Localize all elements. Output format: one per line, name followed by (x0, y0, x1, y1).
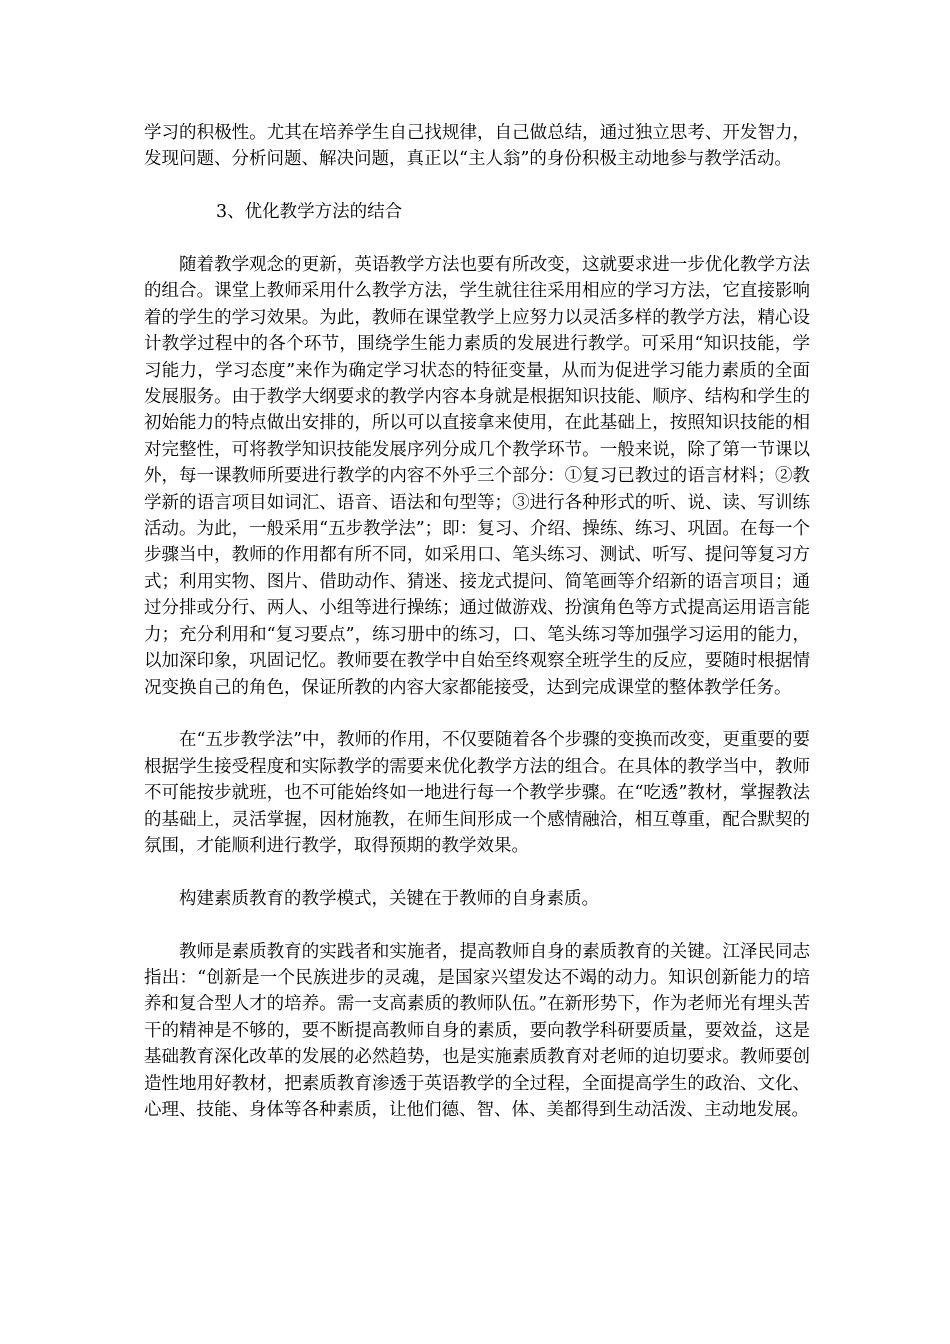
document-page (144, 120, 810, 1150)
section-heading: 3、优化教学方法的结合 (216, 202, 403, 223)
paragraph-teaching-methods: 随着教学观念的更新，英语教学方法也要有所改变，这就要求进一步优化教学方法的组合。课堂上教师采用什么教学方法，学生就往往采用相应的学习方法，它直接影响着的学生的学习效果。为此，教师在课堂教学上应努力以灵活多样的教学方法，精心设计教学过程中的各个环节，围绕学生能力素质的发展进行教学。可采用“知识技能，学习能力，学习态度”来作为确定学习状态的特征变量，从而为促进学习能力素质的全面发展服务。由于教学大纲要求的教学内容本身就是根据知识技能、顺序、结构和学生的初始能力的特点做出安排的，所以可以直接拿来使用，在此基础上，按照知识技能的相对完整性，可将教学知识技能发展序列分成几个教学环节。一般来说，除了第一节课以外，每一课教师所要进行教学的内容不外乎三个部分：①复习已教过的语言材料；②教学新的语言项目如词汇、语音、语法和句型等；③进行各种形式的听、说、读、写训练活动。为此，一般采用“五步教学法”；即：复习、介绍、操练、练习、巩固。在每一个步骤当中，教师的作用都有所不同，如采用口、笔头练习、测试、听写、提问等复习方式；利用实物、图片、借助动作、猜迷、接龙式提问、简笔画等介绍新的语言项目；通过分排或分行、两人、小组等进行操练；通过做游戏、扮演角色等方式提高运用语言能力；充分利用和“复习要点”，练习册中的练习，口、笔头练习等加强学习运用的能力，以加深印象，巩固记忆。教师要在教学中自始至终观察全班学生的反应，要随时根据情况变换自己的角色，保证所教的内容大家都能接受，达到完成课堂的整体教学任务。 (144, 255, 810, 698)
paragraph-teacher-quality-lead: 构建素质教育的教学模式，关键在于教师的自身素质。 (179, 888, 599, 909)
paragraph-five-step-method: 在“五步教学法”中，教师的作用，不仅要随着各个步骤的变换而改变，更重要的要根据学生接受程度和实际教学的需要来优化教学方法的组合。在具体的教学当中，教师不可能按步就班，也不可能始终如一地进行每一个教学步骤。在“吃透”教材，掌握教法的基础上，灵活掌握，因材施教，在师生间形成一个感情融洽，相互尊重，配合默契的氛围，才能顺利进行教学，取得预期的教学效果。 (144, 730, 810, 856)
paragraph-continuation: 学习的积极性。尤其在培养学生自己找规律，自己做总结，通过独立思考、开发智力，发现问题、分析问题、解决问题，真正以“主人翁”的身份积极主动地参与教学活动。 (144, 123, 810, 170)
paragraph-teacher-quality: 教师是素质教育的实践者和实施者，提高教师自身的素质教育的关键。江泽民同志指出：“创新是一个民族进步的灵魂，是国家兴望发达不竭的动力。知识创新能力的培养和复合型人才的培养。需一支高素质的教师队伍。”在新形势下，作为老师光有埋头苦干的精神是不够的，要不断提高教师自身的素质，要向教学科研要质量，要效益，这是基础教育深化改革的发展的必然趋势，也是实施素质教育对老师的迫切要求。教师要创造性地用好教材，把素质教育渗透于英语教学的全过程，全面提高学生的政治、文化、心理、技能、身体等各种素质，让他们德、智、体、美都得到生动活泼、主动地发展。 (144, 941, 810, 1120)
